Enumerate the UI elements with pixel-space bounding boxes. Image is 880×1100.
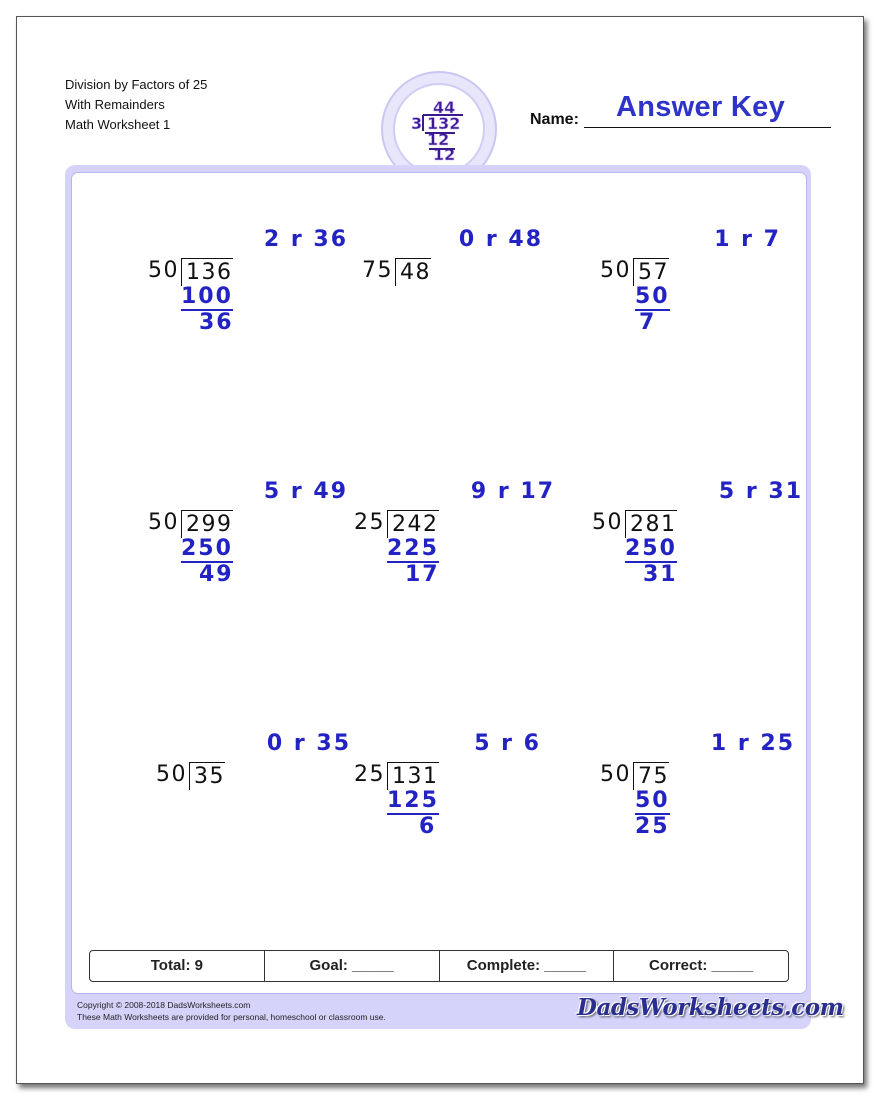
dividend: 57	[633, 258, 669, 286]
dividend: 35	[189, 762, 225, 790]
dividend: 281	[625, 510, 677, 538]
name-label: Name:	[530, 111, 579, 128]
name-field-line[interactable]	[584, 127, 831, 128]
worksheet-subtitle: With Remainders	[65, 97, 165, 112]
answer-key-text: Answer Key	[616, 91, 786, 123]
remainder: 7	[639, 310, 657, 335]
dividend: 48	[395, 258, 431, 286]
remainder: 6	[419, 814, 437, 839]
product: 225	[387, 536, 439, 561]
worksheet-title: Division by Factors of 25	[65, 77, 208, 92]
worksheet-number: Math Worksheet 1	[65, 117, 171, 132]
product: 100	[181, 284, 233, 309]
quotient: 1 r 7	[714, 227, 781, 252]
quotient: 0 r 35	[266, 731, 351, 756]
logo-digit: 44	[433, 98, 456, 117]
logo-digit: 12	[433, 145, 456, 164]
score-correct[interactable]: Correct: _____	[649, 957, 754, 974]
remainder: 17	[405, 562, 440, 587]
product: 250	[625, 536, 677, 561]
remainder: 49	[199, 562, 234, 587]
problem-6	[573, 479, 803, 589]
logo-digit: 3	[411, 114, 423, 133]
problem-7	[107, 731, 351, 841]
divisor: 25	[354, 510, 385, 535]
remainder: 25	[635, 814, 670, 839]
quotient: 5 r 31	[718, 479, 803, 504]
problem-5	[333, 479, 555, 589]
divisor: 50	[148, 258, 179, 283]
quotient: 1 r 25	[710, 731, 795, 756]
score-bar	[89, 950, 789, 982]
product: 50	[635, 284, 670, 309]
remainder: 31	[643, 562, 678, 587]
score-complete[interactable]: Complete: _____	[440, 951, 615, 981]
copyright-text: Copyright © 2008-2018 DadsWorksheets.com	[77, 1000, 251, 1010]
remainder: 36	[199, 310, 234, 335]
footer-copyright	[77, 999, 386, 1023]
divisor: 50	[600, 258, 631, 283]
long-division-logo-icon	[393, 83, 485, 175]
problem-1	[107, 227, 348, 337]
dividend: 75	[633, 762, 669, 790]
dividend: 242	[387, 510, 439, 538]
usage-notice: These Math Worksheets are provided for personal, homeschool or classroom use.	[77, 1012, 386, 1022]
problem-9	[573, 731, 795, 841]
quotient: 9 r 17	[470, 479, 555, 504]
dividend: 131	[387, 762, 439, 790]
quotient: 2 r 36	[263, 227, 348, 252]
divisor: 50	[156, 762, 187, 787]
divisor: 50	[592, 510, 623, 535]
worksheet-page	[16, 16, 864, 1084]
score-total: Total: 9	[90, 951, 265, 981]
divisor: 50	[600, 762, 631, 787]
score-goal[interactable]: Goal: _____	[265, 951, 440, 981]
quotient: 0 r 48	[458, 227, 543, 252]
problem-4	[107, 479, 348, 589]
quotient: 5 r 49	[263, 479, 348, 504]
problem-8	[333, 731, 541, 841]
logo-digit: 12	[427, 130, 450, 149]
problem-3	[573, 227, 781, 337]
logo-digit: 132	[427, 114, 461, 133]
problem-2	[333, 227, 543, 337]
brand-logo: DadsWorksheets.com	[577, 994, 844, 1021]
divisor: 75	[362, 258, 393, 283]
dividend: 299	[181, 510, 233, 538]
product: 125	[387, 788, 439, 813]
product: 250	[181, 536, 233, 561]
divisor: 25	[354, 762, 385, 787]
product: 50	[635, 788, 670, 813]
quotient: 5 r 6	[474, 731, 541, 756]
divisor: 50	[148, 510, 179, 535]
dividend: 136	[181, 258, 233, 286]
